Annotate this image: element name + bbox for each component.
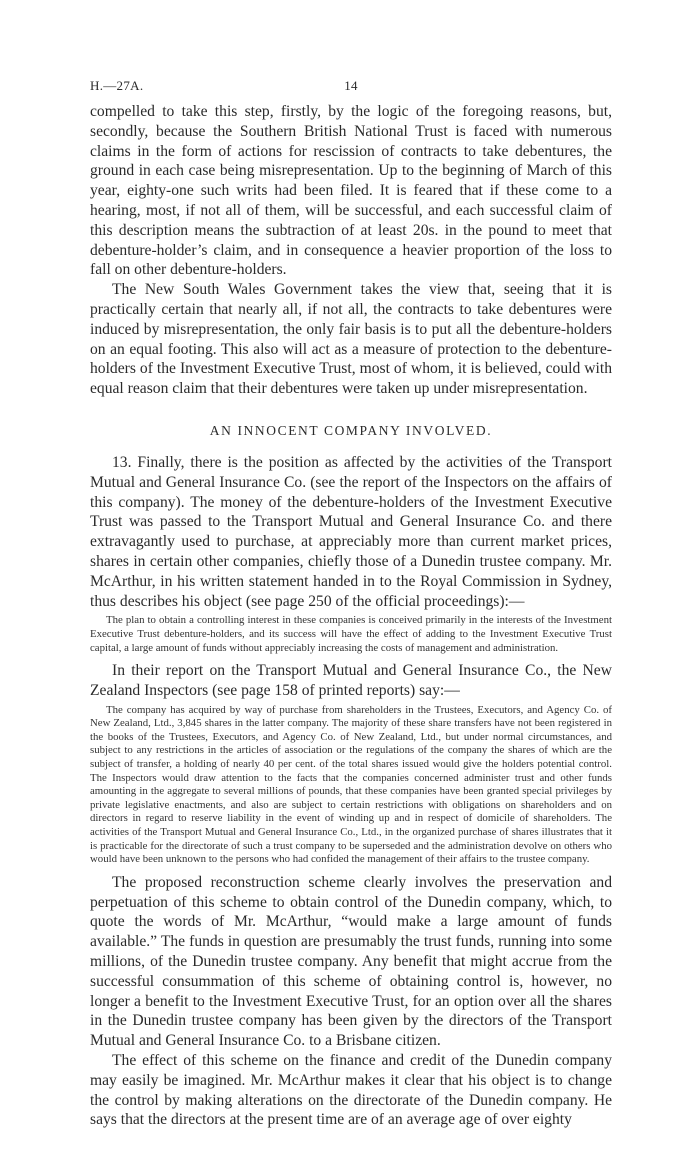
paragraph-proposed-scheme: The proposed reconstruction scheme clearly involves the preservation and perpetuation of this scheme to obtain control of the Dunedin company, which, to quote the words of Mr. McArthur, “would make a large amount of funds available.” The funds in question are presumably the trust funds, running into some millions, of the Dunedin trustee company. Any benefit that might accrue from the successful consummation of this scheme of obtaining control is, however, no longer a benefit to the Investment Executive Trust, for an option over all the shares in the Dunedin trustee company has been given by the directors of the Transport Mutual and General Insurance Co. to a Brisbane citizen. (90, 873, 612, 1050)
paragraph-effect: The effect of this scheme on the finance and credit of the Dunedin company may easily be imagined. Mr. McArthur makes it clear that his object is to change the control by making alterations on the directorate of the Dunedin company. He says that the directors at the present time are of an average age of over eighty (90, 1052, 612, 1129)
page-number: 14 (344, 78, 358, 93)
paragraph-nsw-government: The New South Wales Government takes the view that, seeing that it is practically certain that nearly all, if not all, the contracts to take debentures were induced by misrepresentation, the only fair basis is to put all the debenture-holders on an equal footing. This also will act as a measure of protection to the debenture-holders of the Investment Executive Trust, most of whom, it is believed, could with equal reason claim that their debentures were taken up under misrepresentation. (90, 281, 612, 398)
document-page (90, 78, 612, 1130)
paragraph-continued: compelled to take this step, firstly, by the logic of the foregoing reasons, but, secondly, because the Southern British National Trust is faced with numerous claims in the form of actions for rescission of contracts to take debentures, the ground in each case being misrepresentation. Up to the beginning of March of this year, eighty-one such writs had been filed. It is feared that if these come to a hearing, most, if not all of them, will be successful, and each successful claim of this description means the subtraction of at least 20s. in the pound to meet that debenture-holder’s claim, and in consequence a heavier proportion of the loss to fall on other debenture-holders. (90, 103, 612, 279)
paragraph-13: 13. Finally, there is the position as affected by the activities of the Transport Mutual and General Insurance Co. (see the report of the Inspectors on the affairs of this company). The money of the debenture-holders of the Investment Executive Trust was passed to the Transport Mutual and General Insurance Co. and there extravagantly used to purchase, at appreciably more than current market prices, shares in certain other companies, chiefly those of a Dunedin trustee company. Mr. McArthur, in his written statement handed in to the Royal Commission in Sydney, thus describes his object (see page 250 of the official proceedings):— (90, 453, 612, 610)
quote-mcarthur: The plan to obtain a controlling interest in these companies is conceived primarily in the interests of the Investment Executive Trust debenture-holders, and its success will have the effect of adding to the Investment Executive Trust capital, a large amount of funds without appreciably increasing the costs of management and administration. (90, 614, 612, 654)
paragraph-inspectors-report: In their report on the Transport Mutual and General Insurance Co., the New Zealand Inspectors (see page 158 of printed reports) say:— (90, 662, 612, 699)
page-header (90, 78, 612, 102)
quote-inspectors: The company has acquired by way of purchase from shareholders in the Trustees, Executors, and Agency Co. of New Zealand, Ltd., 3,845 shares in the latter company. The majority of these share transfers have not been registered in the books of the Trustees, Executors, and Agency Co. of New Zealand, Ltd., but under normal circumstances, and subject to any restrictions in the articles of association or the regulations of the company the shares of which are the subject of transfer, a holding of nearly 40 per cent. of the total shares issued would give the holders potential control. The Inspectors would draw attention to the facts that the companies concerned administer trust and other funds amounting in the aggregate to several millions of pounds, that these companies have been granted special privileges by private legislative enactments, and also are subject to certain restrictions with obligations on shareholders and on directors in regard to reserve liability in the event of winding up and in respect of domicile of shareholders. The activities of the Transport Mutual and General Insurance Co., Ltd., in the organized purchase of shares illustrates that it is practicable for the directorate of such a trust company to be superseded and the administration devolve on others who would have been unknown to the persons who had confided the management of their affairs to the trustee company. (90, 703, 612, 866)
section-heading: AN INNOCENT COMPANY INVOLVED. (209, 422, 493, 438)
document-code: H.—27A. (90, 78, 144, 93)
